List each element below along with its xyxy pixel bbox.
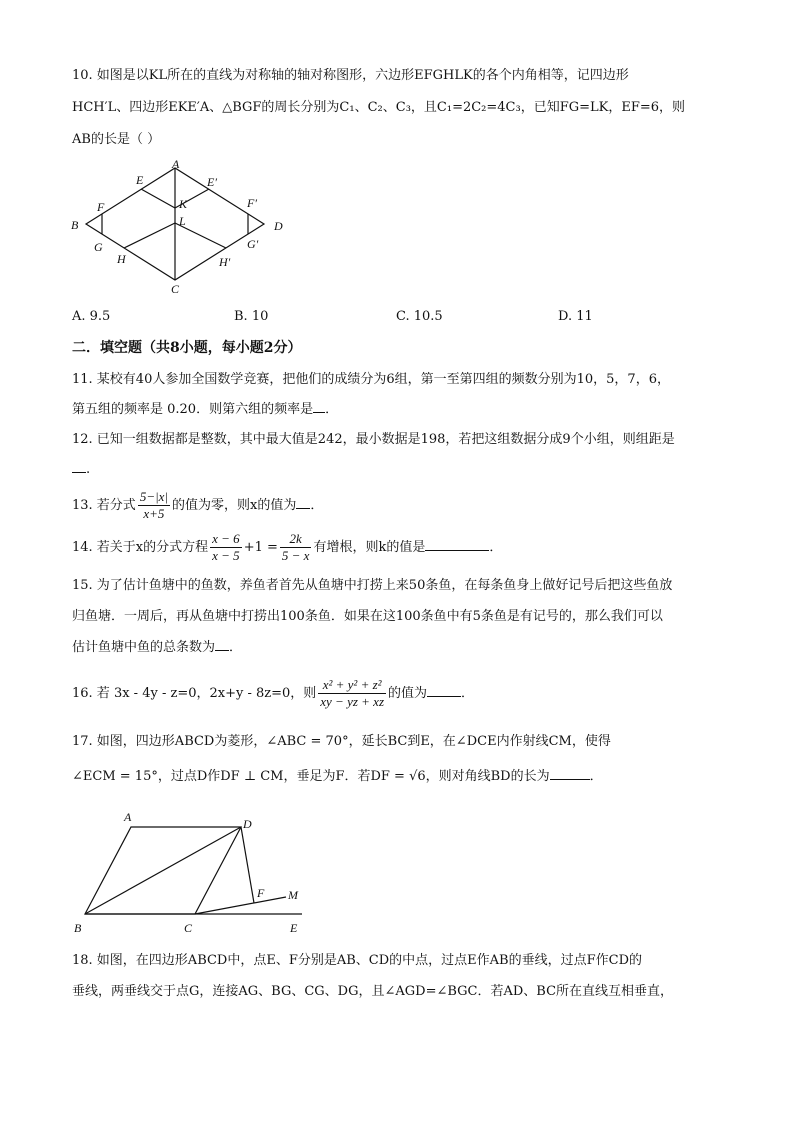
q14-f2-numerator: 2k <box>280 531 312 548</box>
q14-f2-denominator: 5 − x <box>281 548 310 563</box>
q18-line-2: 垂线，两垂线交于点G，连接AG、BG、CG、DG，且∠AGD=∠BGC．若AD、BC所在直线互相垂直， <box>72 984 674 999</box>
q15-answer-blank[interactable] <box>215 638 229 651</box>
q10-label-E2: E′ <box>207 175 217 189</box>
q17-label-M: M <box>288 888 298 902</box>
q10-label-K: K <box>179 197 188 211</box>
q10-label-D: D <box>274 219 283 233</box>
q16-line <box>72 674 474 714</box>
q10-line-3: AB的长是（ ） <box>72 132 161 147</box>
q10-label-F2: F′ <box>247 196 257 210</box>
q15-end: ． <box>229 640 243 655</box>
q13-prefix: 13. 若分式 <box>72 498 136 513</box>
q15-line-2: 归鱼塘．一周后，再从鱼塘中打捞出100条鱼．如果在这100条鱼中有5条鱼是有记号的，那么我们可以 <box>72 609 663 624</box>
q17-text: ∠ECM = 15°，过点D作DF ⊥ CM，垂足为F．若DF = √6，则对角线BD的长为 <box>72 769 550 784</box>
q16-fraction <box>318 677 386 710</box>
q18-line-1: 18. 如图，在四边形ABCD中，点E、F分别是AB、CD的中点，过点E作AB的垂线，过点F作CD的 <box>72 953 643 968</box>
q14-f1-denominator: x − 5 <box>212 548 240 563</box>
q13-end: ． <box>310 498 324 513</box>
q10-label-B: B <box>71 218 79 232</box>
q14-line <box>72 530 502 566</box>
q13-fraction <box>138 489 170 522</box>
q17-answer-blank[interactable] <box>550 767 590 780</box>
q10-line-2: HCH′L、四边形EKE′A、△BGF的周长分别为C₁、C₂、C₃，且C₁=2C₂=4C₃，已知FG=LK，EF=6，则 <box>72 100 686 115</box>
q10-label-G: G <box>94 240 103 254</box>
q10-choice-a[interactable]: A. 9.5 <box>72 309 111 324</box>
q10-label-C: C <box>171 282 180 296</box>
q12-line-2 <box>72 460 90 480</box>
q10-label-A: A <box>172 157 180 171</box>
q17-end: ． <box>589 769 603 784</box>
q13-denominator: x+5 <box>143 506 165 521</box>
q17-label-B: B <box>74 921 82 935</box>
q16-suffix: 的值为 <box>388 686 428 701</box>
q17-line-2 <box>72 767 603 787</box>
q14-middle: +1 = <box>243 540 278 555</box>
q14-fraction-2 <box>280 531 312 564</box>
q10-label-L: L <box>179 214 186 228</box>
q16-end: ． <box>461 686 475 701</box>
q10-label-H2: H′ <box>219 255 231 269</box>
q17-label-E: E <box>290 921 298 935</box>
q16-denominator: xy − yz + xz <box>320 694 385 709</box>
q12-end: . <box>86 462 91 477</box>
q10-choice-b[interactable]: B. 10 <box>234 309 269 324</box>
q10-figure <box>66 156 296 298</box>
q15-line-3 <box>72 638 242 658</box>
q17-label-C: C <box>184 921 193 935</box>
q17-label-A: A <box>124 810 132 824</box>
q13-numerator: 5−|x| <box>139 489 169 504</box>
q17-label-D: D <box>243 817 252 831</box>
q13-line <box>72 488 323 524</box>
q17-label-F: F <box>257 886 265 900</box>
q10-label-H: H <box>117 252 126 266</box>
q10-label-E: E <box>136 173 144 187</box>
q14-f1-numerator: x − 6 <box>212 531 240 546</box>
q13-suffix: 的值为零，则x的值为 <box>172 498 297 513</box>
q10-label-F: F <box>97 200 105 214</box>
q11-end: ． <box>325 402 339 417</box>
q14-fraction-1 <box>210 531 242 564</box>
q15-text: 估计鱼塘中鱼的总条数为 <box>72 640 216 655</box>
q12-line-1: 12. 已知一组数据都是整数，其中最大值是242，最小数据是198，若把这组数据分成9个小组，则组距是 <box>72 432 675 447</box>
q14-answer-blank[interactable] <box>425 538 489 551</box>
q16-answer-blank[interactable] <box>427 684 461 697</box>
q17-line-1: 17. 如图，四边形ABCD为菱形，∠ABC = 70°，延长BC到E，在∠DCE内作射线CM，使得 <box>72 734 611 749</box>
q11-line-2 <box>72 400 338 420</box>
q13-answer-blank[interactable] <box>296 496 310 509</box>
q10-choice-d[interactable]: D. 11 <box>558 309 593 324</box>
q10-label-G2: G′ <box>247 237 259 251</box>
q14-prefix: 14. 若关于x的分式方程 <box>72 540 209 555</box>
q17-figure <box>66 800 316 940</box>
q11-line-1: 11. 某校有40人参加全国数学竞赛，把他们的成绩分为6组，第一至第四组的频数分别为10，5，7，6， <box>72 372 670 387</box>
q10-choice-c[interactable]: C. 10.5 <box>396 309 443 324</box>
q11-text: 第五组的频率是 0.20．则第六组的频率是 <box>72 402 314 417</box>
q15-line-1: 15. 为了估计鱼塘中的鱼数，养鱼者首先从鱼塘中打捞上来50条鱼，在每条鱼身上做好记号后把这些鱼放 <box>72 578 673 593</box>
q10-line-1: 10. 如图是以KL所在的直线为对称轴的轴对称图形，六边形EFGHLK的各个内角相等，记四边形 <box>72 68 629 83</box>
q12-answer-blank[interactable] <box>72 460 86 473</box>
q16-prefix: 16. 若 3x - 4y - z=0，2x+y - 8z=0，则 <box>72 686 317 701</box>
q14-end: ． <box>489 540 503 555</box>
q14-suffix: 有增根，则k的值是 <box>313 540 426 555</box>
q11-answer-blank[interactable] <box>313 400 325 413</box>
q16-numerator: x² + y² + z² <box>318 677 386 694</box>
section-2-heading: 二．填空题（共8小题，每小题2分） <box>72 340 302 356</box>
